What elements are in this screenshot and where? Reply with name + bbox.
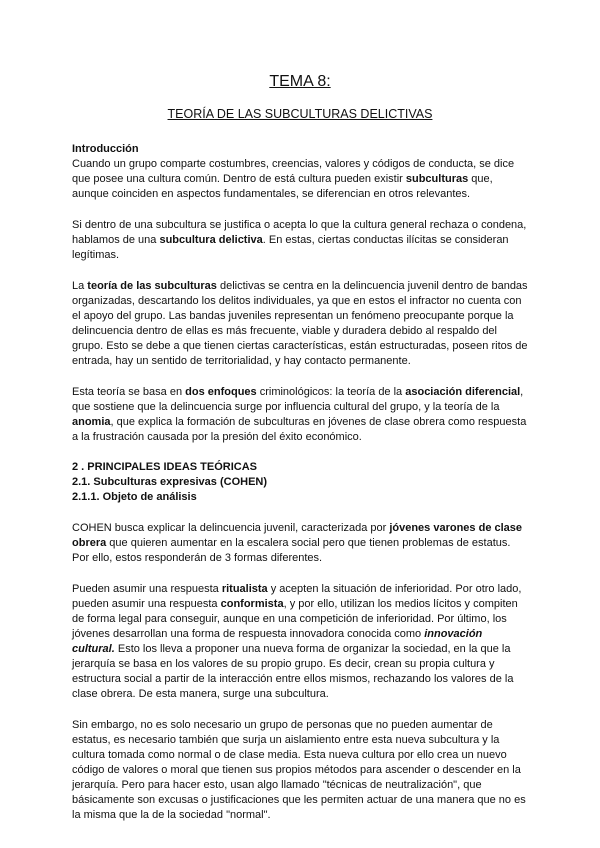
subsection-heading: 2.1. Subculturas expresivas (COHEN)	[72, 476, 268, 488]
section-paragraph-1: COHEN busca explicar la delincuencia juvenil, caracterizada por jóvenes varones de clase obrera que quieren aumentar en la escalera social pero que tienen problemas de estatus. Por ello, estos responderán de 3 formas diferentes.	[72, 522, 523, 564]
document-title: TEMA 8:	[269, 73, 331, 90]
section-paragraph-2: Pueden asumir una respuesta ritualista y acepten la situación de inferioridad. Por otro lado, pueden asumir una respuesta conformista, y por ello, utilizan los medios lícitos y compiten de forma legal para conseguir, aunque en una competición de inferioridad. Por último, los jóvenes desarrollan una forma de respuesta innovadora conocida como innovación cultural. Esto los lleva a proponer una nueva forma de organizar la sociedad, en la que la jerarquía se basa en los valores de su propio grupo. Es decir, crean su propia cultura y estructura social a partir de la interacción entre ellos mismos, rechazando los valores de la clase obrera. De esta manera, surge una subcultura.	[72, 583, 522, 700]
intro-paragraph-3: La teoría de las subculturas delictivas se centra en la delincuencia juvenil dentro de bandas organizadas, descartando los delitos individuales, ya que en estos el infractor no cuenta con el apoyo del grupo. Las bandas juveniles representan un fenómeno preocupante porque la delincuencia dentro de ellas es más frecuente, viable y duradera debido al respaldo del grupo. Esto se debe a que tienen ciertas características, están estructuradas, poseen ritos de entrada, hay un sentido de territorialidad, y hay contacto permanente.	[72, 280, 528, 367]
section-heading: 2 . PRINCIPALES IDEAS TEÓRICAS	[72, 461, 257, 473]
section-paragraph-3: Sin embargo, no es solo necesario un grupo de personas que no pueden aumentar de estatus, es necesario también que surja un aislamiento entre esta nueva subcultura y la cultura tomada como normal o de clase media. Esta nueva cultura por ello crea un nuevo código de valores o moral que tienen sus propios métodos para ascender o descender en la jerarquía. Pero para hacer esto, usan algo llamado "técnicas de neutralización", que básicamente son excusas o justificaciones que les permiten actuar de una manera que no es la misma que la de la sociedad "normal".	[72, 719, 526, 821]
intro-paragraph-4: Esta teoría se basa en dos enfoques criminológicos: la teoría de la asociación diferencial, que sostiene que la delincuencia surge por influencia cultural del grupo, y la teoría de la anomia, que explica la formación de subculturas en jóvenes de clase obrera como respuesta a la frustración causada por la presión del éxito económico.	[72, 386, 527, 443]
intro-paragraph-1: Cuando un grupo comparte costumbres, creencias, valores y códigos de conducta, se dice que posee una cultura común. Dentro de está cultura pueden existir subculturas que, aunque coinciden en aspectos fundamentales, se diferencian en otros relevantes.	[72, 158, 515, 200]
intro-heading: Introducción	[72, 143, 139, 155]
subsubsection-heading: 2.1.1. Objeto de análisis	[72, 491, 197, 503]
intro-paragraph-2: Si dentro de una subcultura se justifica o acepta lo que la cultura general rechaza o condena, hablamos de una subcultura delictiva. En estas, ciertas conductas ilícitas se consideran legítimas.	[72, 219, 527, 261]
document-subtitle: TEORÍA DE LAS SUBCULTURAS DELICTIVAS	[167, 107, 433, 121]
